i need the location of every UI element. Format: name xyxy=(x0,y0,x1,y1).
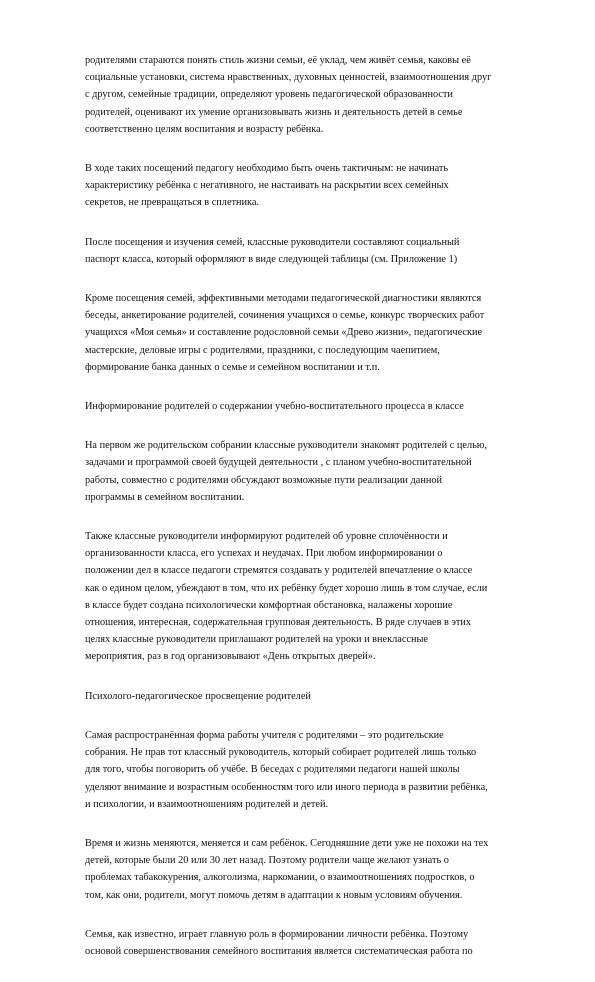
text-line: мероприятия, раз в год организовывают «День открытых дверей». xyxy=(85,651,376,663)
text-line: В ходе таких посещений педагогу необходимо быть очень тактичным: не начинать xyxy=(85,163,449,175)
text-line: основой совершенствования семейного воспитания является систематическая работа по xyxy=(85,945,473,957)
text-line: задачами и программой своей будущей деятельности , с планом учебно-воспитательной xyxy=(85,457,472,469)
text-line: в классе будет создана психологически комфортная обстановка, налажены хорошие xyxy=(85,599,453,611)
text-line: Также классные руководители информируют родителей об уровне сплочённости и xyxy=(85,531,448,543)
text-line: социальные установки, система нравственных, духовных ценностей, взаимоотношения друг xyxy=(85,72,492,84)
text-line: родителями стараются понять стиль жизни семьи, её уклад, чем живёт семья, каковы её xyxy=(85,55,471,66)
text-line: проблемах табакокурения, алкоголизма, наркомании, о взаимоотношениях подростков, о xyxy=(85,872,475,884)
text-line: родителей, оценивают их умение организовывать жизнь и деятельность детей в семье xyxy=(85,106,463,118)
text-line: и психологии, и взаимоотношениям родителей и детей. xyxy=(85,798,329,810)
text-line: детей, которые были 20 или 30 лет назад. Поэтому родители чаще желают узнать о xyxy=(85,855,449,867)
text-line: На первом же родительском собрании классные руководители знакомят родителей с целью, xyxy=(85,440,488,452)
text-line: работы, совместно с родителями обсуждают возможные пути реализации данной xyxy=(85,474,443,486)
paragraph-changing-times xyxy=(85,835,540,904)
text-line: для того, чтобы поговорить об учёбе. В беседах с родителями педагоги нашей школы xyxy=(85,764,460,776)
text-line: Кроме посещения семей, эффективными методами педагогической диагностики являются xyxy=(85,293,482,305)
section-heading-education: Психолого-педагогическое просвещение родителей xyxy=(85,690,311,702)
paragraph-family-role xyxy=(85,926,540,960)
text-line: программы в семейном воспитании. xyxy=(85,491,245,503)
text-line: Семья, как известно, играет главную роль в формировании личности ребёнка. Поэтому xyxy=(85,928,469,940)
text-line: Время и жизнь меняются, меняется и сам ребёнок. Сегодняшние дети уже не похожи на тех xyxy=(85,837,489,849)
paragraph-tact xyxy=(85,160,540,212)
text-line: характеристику ребёнка с негативного, не настаивать на раскрытии всех семейных xyxy=(85,180,449,192)
text-line: организованности класса, его успехах и неудачах. При любом информировании о xyxy=(85,548,443,560)
document-page xyxy=(85,52,540,982)
paragraph-first-meeting xyxy=(85,437,540,506)
text-line: соответственно целям воспитания и возрасту ребёнка. xyxy=(85,123,324,135)
paragraph-parent-meetings xyxy=(85,727,540,813)
text-line: собрания. Не прав тот классный руководитель, который собирает родителей лишь только xyxy=(85,747,477,759)
text-line: беседы, анкетирование родителей, сочинения учащихся о семье, конкурс творческих работ xyxy=(85,310,485,322)
text-line: Самая распространённая форма работы учителя с родителями – это родительские xyxy=(85,729,444,741)
text-line: учащихся «Моя семья» и составление родословной семьи «Древо жизни», педагогические xyxy=(85,327,483,339)
paragraph-social-passport xyxy=(85,234,540,268)
text-line: как о едином целом, убеждают в том, что их ребёнку будет хорошо лишь в том случае, если xyxy=(85,582,488,594)
text-line: с другом, семейные традиции, определяют уровень педагогической образованности xyxy=(85,89,453,101)
text-line: мастерские, деловые игры с родителями, праздники, с последующим чаепитием, xyxy=(85,344,440,356)
text-line: секретов, не превращаться в сплетника. xyxy=(85,197,260,209)
text-line: формирование банка данных о семье и семейном воспитании и т.п. xyxy=(85,361,380,373)
text-line: отношения, интересная, содержательная групповая деятельность. В ряде случаев в этих xyxy=(85,617,472,629)
text-line: После посещения и изучения семей, классные руководители составляют социальный xyxy=(85,236,460,248)
text-line: паспорт класса, который оформляют в виде следующей таблицы (см. Приложение 1) xyxy=(85,253,458,265)
paragraph-class-cohesion xyxy=(85,528,540,666)
paragraph-diagnostics-methods xyxy=(85,290,540,376)
text-line: том, как они, родители, могут помочь детям в адаптации к новым условиям обучения. xyxy=(85,889,463,901)
text-line: уделяют внимание и возрастным особенностям того или иного периода в развитии ребёнка, xyxy=(85,781,488,793)
text-line: положении дел в классе педагоги стремятся создавать у родителей впечатление о классе xyxy=(85,565,473,577)
paragraph-family-study xyxy=(85,52,540,138)
section-heading-informing: Информирование родителей о содержании учебно-воспитательного процесса в классе xyxy=(85,401,464,413)
text-line: целях классные руководители приглашают родителей на уроки и внеклассные xyxy=(85,634,428,646)
